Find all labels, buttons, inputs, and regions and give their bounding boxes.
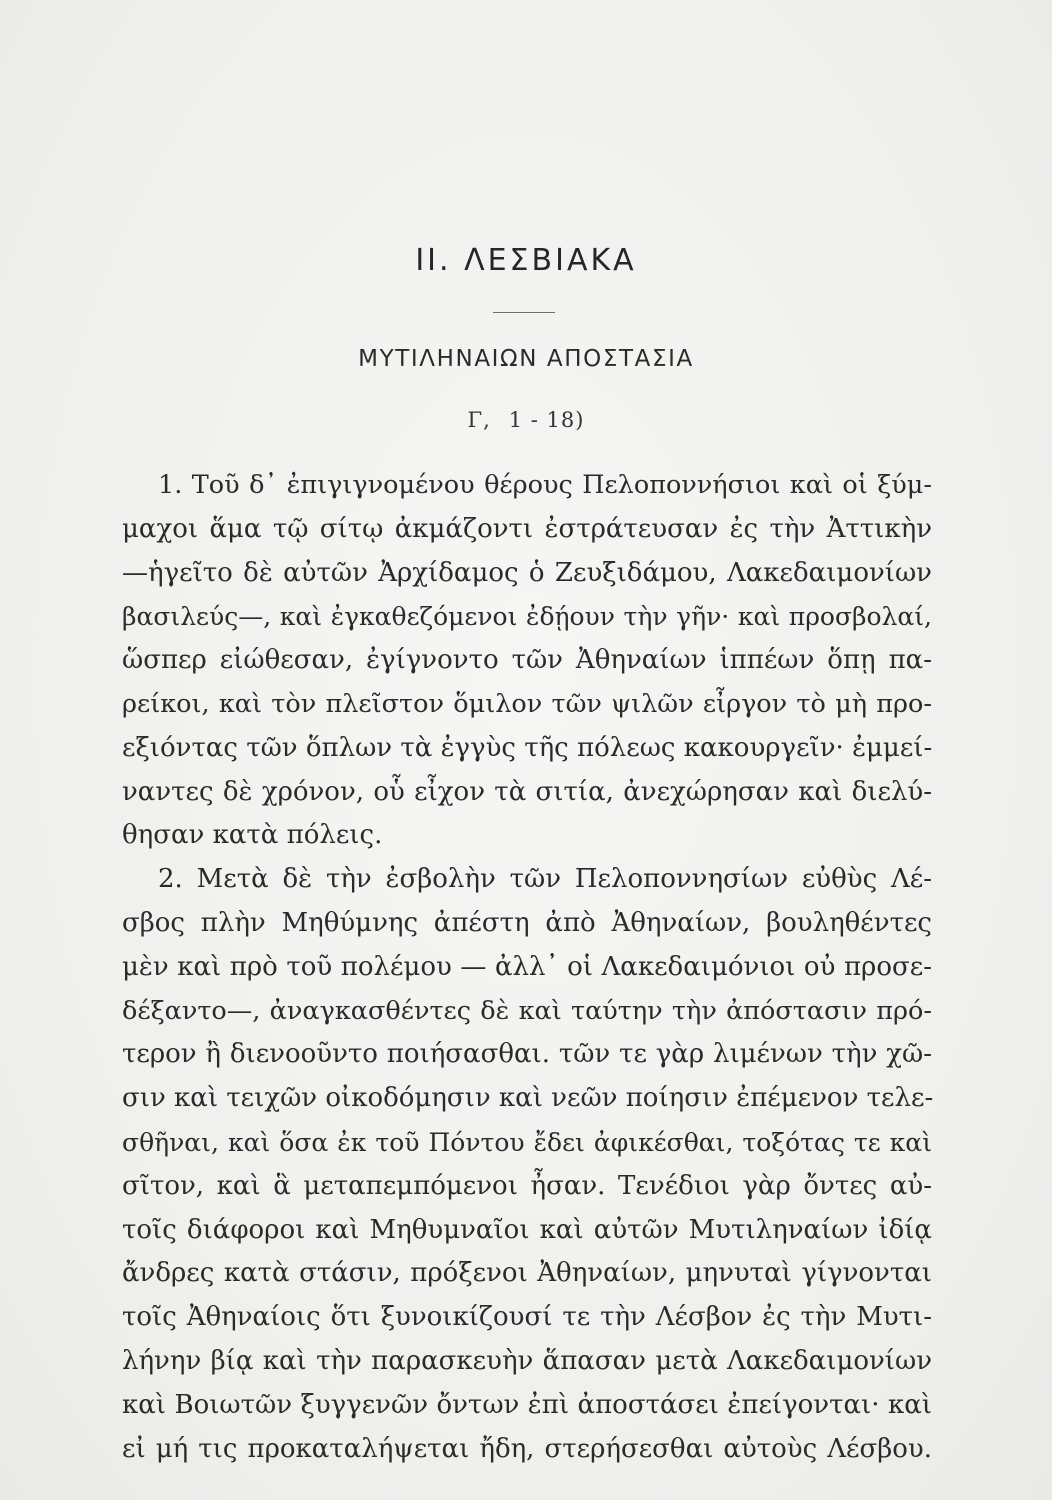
chapter-title: II. ΛΕΣΒΙΑΚΑ	[415, 243, 637, 278]
text-line: βασιλεύς—, καὶ ἐγκαθεζόμενοι ἐδῄουν τὴν γῆν· καὶ προσβολαί,	[122, 602, 932, 632]
text-line: τερον ἢ διενοοῦντο ποιήσασθαι. τῶν τε γὰρ λιμένων τὴν χῶ-	[122, 1039, 932, 1070]
text-line: θησαν κατὰ πόλεις.	[122, 820, 383, 851]
text-line: εξιόντας τῶν ὅπλων τὰ ἐγγὺς τῆς πόλεως κακουργεῖν· ἐμμεί-	[122, 732, 933, 763]
text-line: ναντες δὲ χρόνον, οὗ εἶχον τὰ σιτία, ἀνεχώρησαν καὶ διελύ-	[122, 776, 932, 807]
source-reference	[0, 408, 1052, 432]
reference-book: Γ,	[467, 408, 491, 432]
text-line: εἰ μή τις προκαταλήψεται ἤδη, στερήσεσθαι αὐτοὺς Λέσβου.	[122, 1433, 932, 1464]
text-line: δέξαντο—, ἀναγκασθέντες δὲ καὶ ταύτην τὴν ἀπόστασιν πρό-	[122, 995, 932, 1026]
text-line: σιν καὶ τειχῶν οἰκοδόμησιν καὶ νεῶν ποίησιν ἐπέμενον τελε-	[122, 1083, 934, 1114]
body-text	[122, 464, 932, 1471]
text-line: μὲν καὶ πρὸ τοῦ πολέμου — ἀλλ᾽ οἱ Λακεδαιμόνιοι οὐ προσε-	[122, 951, 932, 982]
text-line: σθῆναι, καὶ ὅσα ἐκ τοῦ Πόντου ἔδει ἀφικέσθαι, τοξότας τε καὶ	[122, 1127, 932, 1157]
text-line: σβος πλὴν Μηθύμνης ἀπέστη ἀπὸ Ἀθηναίων, βουληθέντες	[122, 907, 932, 938]
text-line: σῖτον, καὶ ἃ μεταπεμπόμενοι ἦσαν. Τενέδιοι γὰρ ὄντες αὐ-	[122, 1170, 932, 1201]
paragraph-1	[122, 464, 932, 858]
text-line: καὶ Βοιωτῶν ξυγγενῶν ὄντων ἐπὶ ἀποστάσει ἐπείγονται· καὶ	[122, 1389, 932, 1420]
text-line: —ἡγεῖτο δὲ αὐτῶν Ἀρχίδαμος ὁ Ζευξιδάμου, Λακεδαιμονίων	[122, 557, 932, 588]
text-line: ὥσπερ εἰώθεσαν, ἐγίγνοντο τῶν Ἀθηναίων ἱππέων ὅπῃ πα-	[122, 645, 932, 676]
paragraph-2	[122, 858, 932, 1471]
text-line: τοῖς Ἀθηναίοις ὅτι ξυνοικίζουσί τε τὴν Λέσβον ἐς τὴν Μυτι-	[122, 1302, 932, 1333]
text-line: λήνην βίᾳ καὶ τὴν παρασκευὴν ἅπασαν μετὰ Λακεδαιμονίων	[122, 1345, 932, 1376]
reference-range: 1 - 18)	[508, 408, 585, 432]
text-line: ἄνδρες κατὰ στάσιν, πρόξενοι Ἀθηναίων, μηνυταὶ γίγνονται	[122, 1258, 932, 1289]
text-line: τοῖς διάφοροι καὶ Μηθυμναῖοι καὶ αὐτῶν Μυτιληναίων ἰδίᾳ	[122, 1214, 932, 1245]
title-divider	[493, 312, 555, 313]
text-line: 1. Τοῦ δ᾽ ἐπιγιγνομένου θέρους Πελοποννήσιοι καὶ οἱ ξύμ-	[158, 470, 932, 500]
text-line: ρείκοι, καὶ τὸν πλεῖστον ὅμιλον τῶν ψιλῶν εἶργον τὸ μὴ προ-	[122, 688, 932, 719]
section-title: ΜΥΤΙΛΗΝΑΙΩΝ ΑΠΟΣΤΑΣΙΑ	[358, 346, 694, 372]
text-line: μαχοι ἅμα τῷ σίτῳ ἀκμάζοντι ἐστράτευσαν ἐς τὴν Ἀττικὴν	[122, 513, 932, 544]
text-line: 2. Μετὰ δὲ τὴν ἐσβολὴν τῶν Πελοποννησίων εὐθὺς Λέ-	[158, 864, 932, 895]
